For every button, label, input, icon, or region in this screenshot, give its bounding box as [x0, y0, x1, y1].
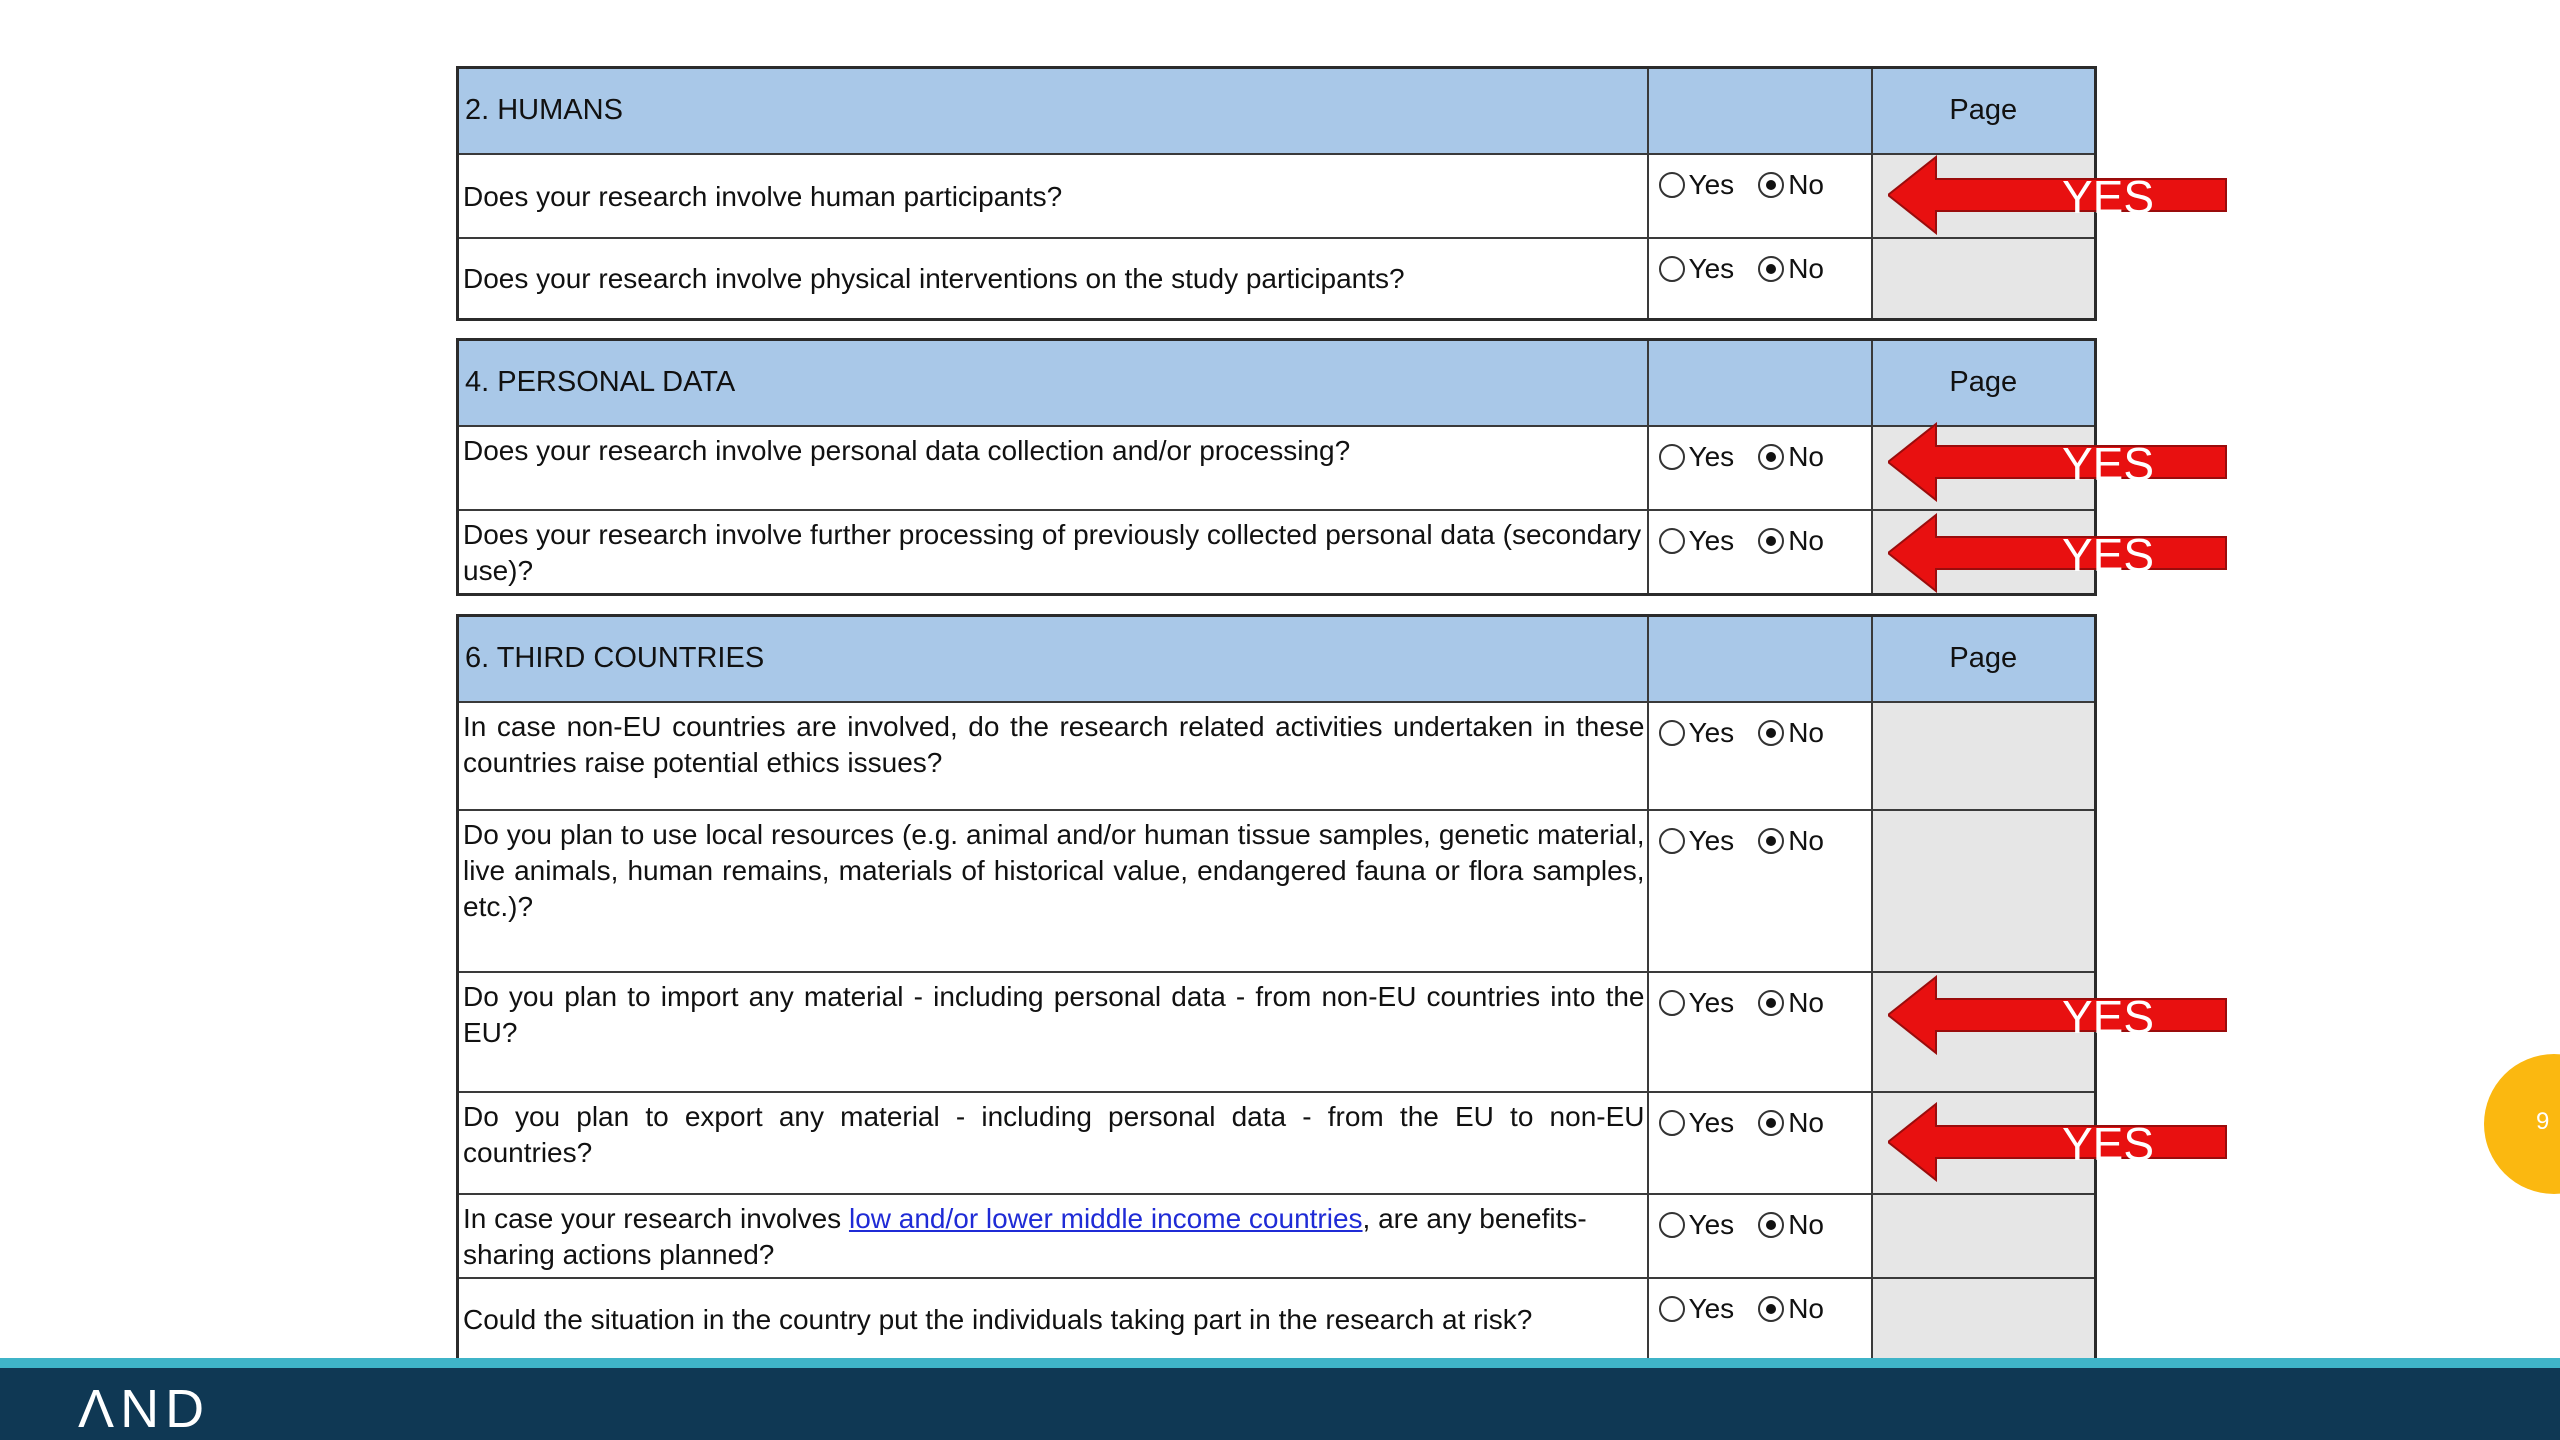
- and-logo: ΛND: [78, 1379, 211, 1439]
- yes-option[interactable]: Yes: [1659, 987, 1735, 1019]
- radio-selected-icon[interactable]: [1758, 528, 1784, 554]
- page-column-header: Page: [1872, 340, 2096, 426]
- question-row: [458, 1092, 2096, 1194]
- section-header: [458, 340, 2096, 426]
- no-option[interactable]: No: [1758, 1293, 1824, 1325]
- radio-selected-icon[interactable]: [1758, 828, 1784, 854]
- question-text: Do you plan to import any material - including personal data - from non-EU countries into the EU?: [458, 972, 1648, 1092]
- radio-selected-icon[interactable]: [1758, 172, 1784, 198]
- answer-radio-group: [1648, 426, 1872, 510]
- question-text: Do you plan to export any material - including personal data - from the EU to non-EU countries?: [458, 1092, 1648, 1194]
- question-text: Could the situation in the country put the individuals taking part in the research at risk?: [458, 1278, 1648, 1362]
- yes-option[interactable]: Yes: [1659, 441, 1735, 473]
- question-row: [458, 1278, 2096, 1362]
- radio-icon[interactable]: [1659, 172, 1685, 198]
- radio-icon[interactable]: [1659, 528, 1685, 554]
- section-title: 6. THIRD COUNTRIES: [458, 616, 1648, 702]
- answer-radio-group: [1648, 1194, 1872, 1278]
- radio-icon[interactable]: [1659, 720, 1685, 746]
- page-field[interactable]: [1872, 1278, 2096, 1362]
- radio-icon[interactable]: [1659, 828, 1685, 854]
- third-countries-table: [456, 614, 2097, 1363]
- question-row: [458, 810, 2096, 972]
- answer-radio-group: [1648, 510, 1872, 595]
- section-header: [458, 616, 2096, 702]
- no-option[interactable]: No: [1758, 717, 1824, 749]
- question-row: [458, 510, 2096, 595]
- yes-option[interactable]: Yes: [1659, 1107, 1735, 1139]
- answer-radio-group: [1648, 702, 1872, 810]
- no-option[interactable]: No: [1758, 1107, 1824, 1139]
- page-field[interactable]: [1872, 238, 2096, 320]
- no-option[interactable]: No: [1758, 525, 1824, 557]
- radio-selected-icon[interactable]: [1758, 1110, 1784, 1136]
- yes-arrow-annotation: YES: [1888, 975, 2228, 1055]
- radio-icon[interactable]: [1659, 1212, 1685, 1238]
- humans-table: [456, 66, 2097, 321]
- answer-radio-group: [1648, 238, 1872, 320]
- question-row: [458, 426, 2096, 510]
- question-text: Does your research involve human participants?: [458, 154, 1648, 238]
- no-option[interactable]: No: [1758, 169, 1824, 201]
- answer-radio-group: [1648, 154, 1872, 238]
- no-option[interactable]: No: [1758, 253, 1824, 285]
- question-row: [458, 154, 2096, 238]
- yes-option[interactable]: Yes: [1659, 825, 1735, 857]
- yes-option[interactable]: Yes: [1659, 1209, 1735, 1241]
- answer-radio-group: [1648, 810, 1872, 972]
- radio-icon[interactable]: [1659, 1110, 1685, 1136]
- no-option[interactable]: No: [1758, 825, 1824, 857]
- yes-option[interactable]: Yes: [1659, 525, 1735, 557]
- yes-option[interactable]: Yes: [1659, 717, 1735, 749]
- question-text: Does your research involve further processing of previously collected personal data (secondary use)?: [458, 510, 1648, 595]
- page-field[interactable]: [1872, 1194, 2096, 1278]
- page-column-header: Page: [1872, 616, 2096, 702]
- question-text: Does your research involve personal data collection and/or processing?: [458, 426, 1648, 510]
- income-countries-link[interactable]: low and/or lower middle income countries: [848, 1202, 1363, 1234]
- no-option[interactable]: No: [1758, 441, 1824, 473]
- radio-selected-icon[interactable]: [1758, 1296, 1784, 1322]
- radio-selected-icon[interactable]: [1758, 720, 1784, 746]
- radio-selected-icon[interactable]: [1758, 256, 1784, 282]
- no-option[interactable]: No: [1758, 987, 1824, 1019]
- footer-bar: [0, 1368, 2560, 1440]
- radio-icon[interactable]: [1659, 990, 1685, 1016]
- page-column-header: Page: [1872, 68, 2096, 154]
- question-row: [458, 1194, 2096, 1278]
- yes-arrow-annotation: YES: [1888, 513, 2228, 593]
- page-number-badge: 9: [2484, 1054, 2560, 1194]
- radio-selected-icon[interactable]: [1758, 990, 1784, 1016]
- yes-option[interactable]: Yes: [1659, 253, 1735, 285]
- radio-selected-icon[interactable]: [1758, 1212, 1784, 1238]
- yes-arrow-annotation: YES: [1888, 422, 2228, 502]
- footer-accent-line: [0, 1358, 2560, 1368]
- no-option[interactable]: No: [1758, 1209, 1824, 1241]
- radio-icon[interactable]: [1659, 256, 1685, 282]
- question-row: [458, 702, 2096, 810]
- answer-radio-group: [1648, 1278, 1872, 1362]
- yes-arrow-annotation: YES: [1888, 1102, 2228, 1182]
- radio-selected-icon[interactable]: [1758, 444, 1784, 470]
- yes-option[interactable]: Yes: [1659, 1293, 1735, 1325]
- question-text: In case your research involves low and/or lower middle income countries, are any benefits-sharing actions planned?: [458, 1194, 1648, 1278]
- question-text: Does your research involve physical interventions on the study participants?: [458, 238, 1648, 320]
- question-row: [458, 238, 2096, 320]
- section-title: 2. HUMANS: [458, 68, 1648, 154]
- section-header: [458, 68, 2096, 154]
- personal-data-table: [456, 338, 2097, 596]
- page-field[interactable]: [1872, 810, 2096, 972]
- question-text: Do you plan to use local resources (e.g. animal and/or human tissue samples, genetic material, live animals, human remains, materials of historical value, endangered fauna or flora samples, etc.)?: [458, 810, 1648, 972]
- yes-arrow-annotation: YES: [1888, 155, 2228, 235]
- radio-icon[interactable]: [1659, 444, 1685, 470]
- answer-radio-group: [1648, 1092, 1872, 1194]
- question-row: [458, 972, 2096, 1092]
- question-text: In case non-EU countries are involved, do the research related activities undertaken in these countries raise potential ethics issues?: [458, 702, 1648, 810]
- answer-radio-group: [1648, 972, 1872, 1092]
- radio-icon[interactable]: [1659, 1296, 1685, 1322]
- yes-option[interactable]: Yes: [1659, 169, 1735, 201]
- section-title: 4. PERSONAL DATA: [458, 340, 1648, 426]
- page-field[interactable]: [1872, 702, 2096, 810]
